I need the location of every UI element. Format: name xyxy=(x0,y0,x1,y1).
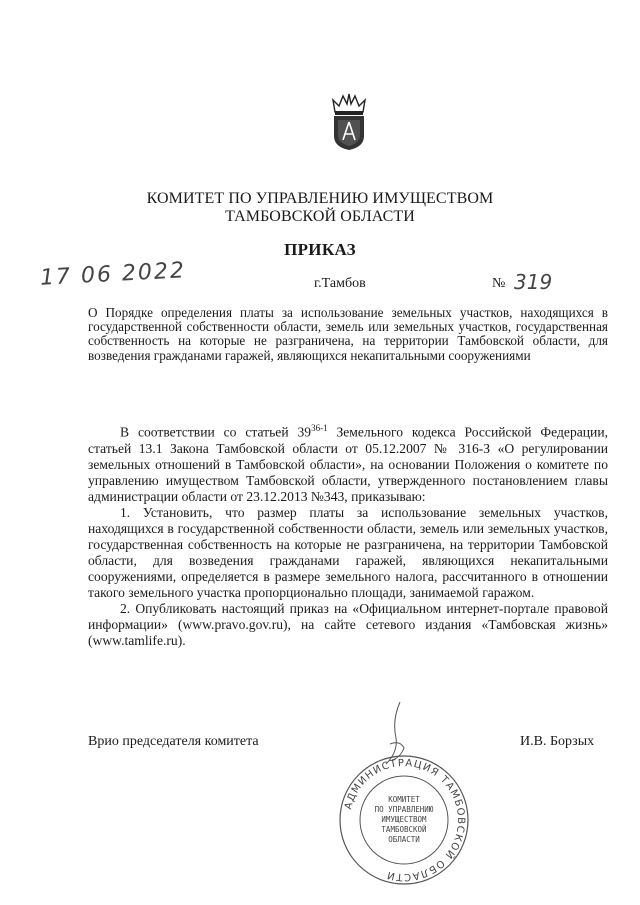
organization-name xyxy=(0,190,640,226)
signer-name: И.В. Борзых xyxy=(520,734,595,749)
preamble-text-cont: Земельного кодекса Российской Федерации, статьей 13.1 Закона Тамбовской области от 05.12.2007 № 316-З «О регулировании земельных отношений в Тамбовской области», на основании Положения о комитете по управлению имуществом Тамбовской области, утвержденного постановлением главы администрации области от 23.12.2013 №343, приказываю: xyxy=(88,424,608,504)
handwritten-number: 319 xyxy=(514,270,553,294)
article-superscript: 36-1 xyxy=(311,423,328,433)
organization-line1: КОМИТЕТ ПО УПРАВЛЕНИЮ ИМУЩЕСТВОМ xyxy=(146,190,494,207)
handwritten-date: 17 06 2022 xyxy=(39,258,187,291)
svg-text:ОБЛАСТИ: ОБЛАСТИ xyxy=(388,835,420,844)
signer-position: Врио председателя комитета xyxy=(88,734,259,749)
preamble-text: В соответствии со статьей 39 xyxy=(120,424,312,440)
official-seal xyxy=(336,752,472,888)
document-type: ПРИКАЗ xyxy=(284,240,356,259)
item-2-paragraph: 2. Опубликовать настоящий приказ на «Официальном интернет-портале правовой информации» (www.pravo.gov.ru), на сайте сетевого издания «Тамбовская жизнь» (www.tamlife.ru). xyxy=(88,600,608,648)
svg-text:ТАМБОВСКОЙ: ТАМБОВСКОЙ xyxy=(381,825,427,834)
svg-text:ПО УПРАВЛЕНИЮ: ПО УПРАВЛЕНИЮ xyxy=(374,805,434,814)
coat-of-arms-emblem xyxy=(327,92,371,152)
document-body xyxy=(88,420,608,649)
city: г.Тамбов xyxy=(314,276,366,291)
number-label: № xyxy=(492,276,506,291)
svg-text:КОМИТЕТ: КОМИТЕТ xyxy=(388,795,420,804)
svg-text:АДМИНИСТРАЦИЯ ТАМБОВСКОЙ ОБЛАС: АДМИНИСТРАЦИЯ ТАМБОВСКОЙ ОБЛАСТИ xyxy=(343,757,467,883)
item-1-paragraph: 1. Установить, что размер платы за использование земельных участков, находящихся в государственной собственности области, земель или земельных участков, государственная собственность на которые не разграничена, на территории Тамбовской области, для возведения гражданами гаражей, являющихся некапитальными сооружениями, определяется в размере земельного налога, рассчитанного в отношении такого земельного участка пропорционально площади, занимаемой гаражом. xyxy=(88,504,608,600)
subject-paragraph: О Порядке определения платы за использование земельных участков, находящихся в государственной собственности области, земель или земельных участков, государственная собственность на которые не разграничена, на территории Тамбовской области, для возведения гражданами гаражей, являющихся некапитальными сооружениями xyxy=(88,305,608,363)
preamble-paragraph xyxy=(88,420,608,505)
organization-line2: ТАМБОВСКОЙ ОБЛАСТИ xyxy=(225,208,415,225)
svg-text:ИМУЩЕСТВОМ: ИМУЩЕСТВОМ xyxy=(381,815,427,824)
